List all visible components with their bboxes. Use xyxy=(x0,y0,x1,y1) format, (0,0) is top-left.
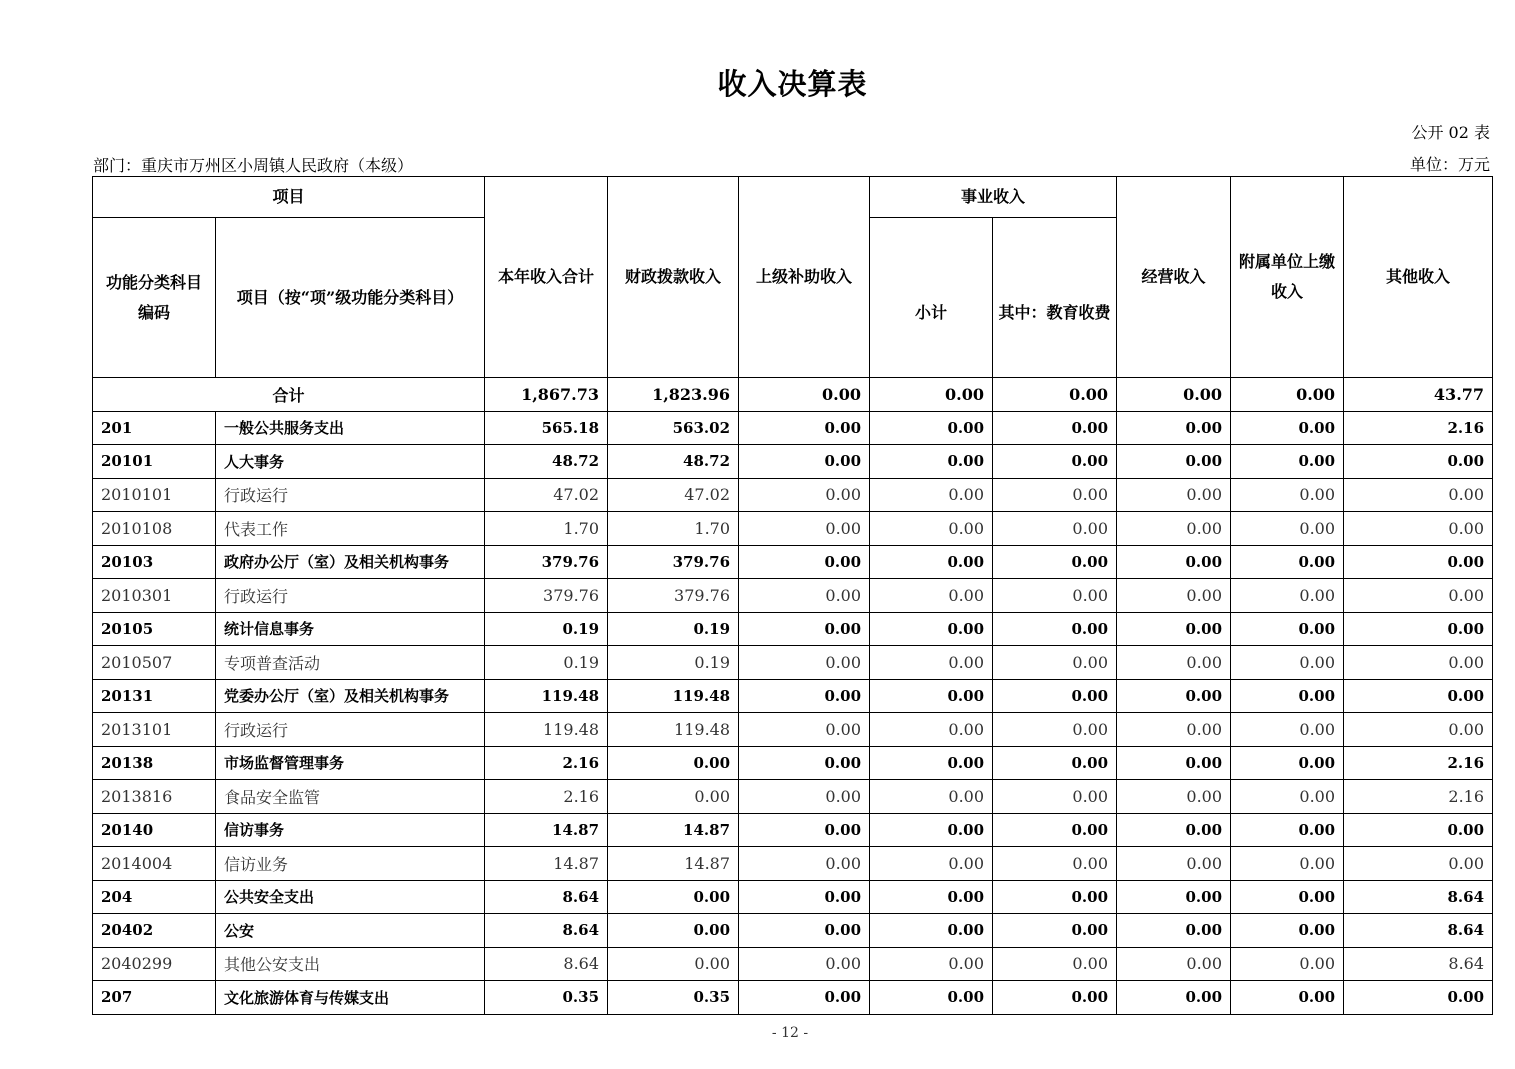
row-name: 党委办公厅（室）及相关机构事务 xyxy=(216,679,485,713)
unit-label: 单位：万元 xyxy=(1409,155,1490,174)
row-value: 0.00 xyxy=(870,646,993,680)
row-value: 14.87 xyxy=(608,847,739,881)
page-number: - 12 - xyxy=(771,1025,809,1041)
row-name: 其他公安支出 xyxy=(216,947,485,981)
row-value: 0.00 xyxy=(739,880,870,914)
table-row xyxy=(93,545,1493,579)
row-value: 565.18 xyxy=(485,411,608,445)
row-value: 0.00 xyxy=(1117,947,1231,981)
table-row xyxy=(93,914,1493,948)
row-value: 379.76 xyxy=(608,579,739,613)
row-value: 0.00 xyxy=(1344,612,1493,646)
row-code: 20131 xyxy=(93,679,216,713)
row-code: 204 xyxy=(93,880,216,914)
table-row xyxy=(93,746,1493,780)
row-value: 1.70 xyxy=(608,512,739,546)
row-name: 政府办公厅（室）及相关机构事务 xyxy=(216,545,485,579)
row-code: 2010101 xyxy=(93,478,216,512)
row-value: 0.00 xyxy=(739,813,870,847)
row-value: 0.19 xyxy=(485,646,608,680)
row-value: 0.00 xyxy=(993,679,1117,713)
row-value: 0.00 xyxy=(993,713,1117,747)
row-value: 2.16 xyxy=(1344,780,1493,814)
row-value: 0.00 xyxy=(993,545,1117,579)
row-name: 一般公共服务支出 xyxy=(216,411,485,445)
row-value: 47.02 xyxy=(608,478,739,512)
header-career-subtotal: 小计 xyxy=(870,218,993,378)
row-value: 119.48 xyxy=(485,679,608,713)
row-value: 0.00 xyxy=(608,780,739,814)
row-value: 8.64 xyxy=(485,947,608,981)
row-value: 0.00 xyxy=(993,612,1117,646)
row-code: 2014004 xyxy=(93,847,216,881)
header-affiliate: 附属单位上缴收入 xyxy=(1231,177,1344,378)
row-value: 8.64 xyxy=(485,914,608,948)
row-code: 2010301 xyxy=(93,579,216,613)
row-value: 0.00 xyxy=(993,478,1117,512)
row-value: 563.02 xyxy=(608,411,739,445)
row-value: 0.00 xyxy=(1231,478,1344,512)
row-value: 119.48 xyxy=(608,679,739,713)
row-value: 48.72 xyxy=(485,445,608,479)
table-row xyxy=(93,947,1493,981)
row-value: 0.00 xyxy=(870,478,993,512)
row-value: 379.76 xyxy=(485,545,608,579)
table-row xyxy=(93,579,1493,613)
page-title: 收入决算表 xyxy=(717,67,868,101)
row-value: 0.00 xyxy=(1344,478,1493,512)
row-value: 0.00 xyxy=(739,947,870,981)
row-value: 0.00 xyxy=(1117,780,1231,814)
row-value: 0.00 xyxy=(870,545,993,579)
row-value: 0.00 xyxy=(870,847,993,881)
row-value: 14.87 xyxy=(485,847,608,881)
row-value: 0.35 xyxy=(485,981,608,1015)
row-value: 0.00 xyxy=(1344,847,1493,881)
row-value: 0.00 xyxy=(739,478,870,512)
row-value: 0.00 xyxy=(739,847,870,881)
row-value: 0.00 xyxy=(870,411,993,445)
row-value: 0.00 xyxy=(870,612,993,646)
row-value: 0.00 xyxy=(1117,880,1231,914)
row-value: 119.48 xyxy=(485,713,608,747)
row-value: 0.00 xyxy=(1231,880,1344,914)
row-code: 2013816 xyxy=(93,780,216,814)
row-value: 0.00 xyxy=(870,445,993,479)
row-value: 119.48 xyxy=(608,713,739,747)
row-code: 20101 xyxy=(93,445,216,479)
row-code: 20105 xyxy=(93,612,216,646)
row-value: 379.76 xyxy=(608,545,739,579)
header-total: 本年收入合计 xyxy=(485,177,608,378)
row-value: 0.00 xyxy=(1117,411,1231,445)
table-row xyxy=(93,981,1493,1015)
row-value: 0.00 xyxy=(1344,545,1493,579)
row-value: 0.00 xyxy=(993,780,1117,814)
row-value: 0.00 xyxy=(1117,445,1231,479)
row-value: 0.00 xyxy=(1231,847,1344,881)
row-value: 0.00 xyxy=(1231,445,1344,479)
row-code: 20402 xyxy=(93,914,216,948)
row-value: 0.00 xyxy=(1117,646,1231,680)
row-value: 0.19 xyxy=(485,612,608,646)
row-value: 2.16 xyxy=(1344,411,1493,445)
total-label: 合计 xyxy=(93,378,485,412)
row-value: 0.00 xyxy=(1344,981,1493,1015)
row-code: 2010507 xyxy=(93,646,216,680)
row-value: 0.00 xyxy=(739,746,870,780)
row-value: 0.00 xyxy=(1117,545,1231,579)
row-value: 0.00 xyxy=(993,512,1117,546)
row-name: 行政运行 xyxy=(216,478,485,512)
row-name: 公共安全支出 xyxy=(216,880,485,914)
row-value: 0.00 xyxy=(1231,713,1344,747)
row-name: 人大事务 xyxy=(216,445,485,479)
row-value: 0.00 xyxy=(739,981,870,1015)
row-value: 0.00 xyxy=(993,411,1117,445)
row-value: 0.00 xyxy=(1231,981,1344,1015)
row-value: 0.00 xyxy=(993,981,1117,1015)
row-value: 0.00 xyxy=(739,612,870,646)
table-row xyxy=(93,478,1493,512)
header-career: 事业收入 xyxy=(870,177,1117,218)
row-value: 0.00 xyxy=(870,981,993,1015)
row-value: 0.00 xyxy=(608,947,739,981)
row-value: 14.87 xyxy=(485,813,608,847)
header-business: 经营收入 xyxy=(1117,177,1231,378)
row-value: 0.00 xyxy=(1117,813,1231,847)
row-value: 0.00 xyxy=(1344,813,1493,847)
row-value: 0.00 xyxy=(1344,646,1493,680)
row-value: 0.00 xyxy=(870,579,993,613)
row-value: 0.00 xyxy=(993,646,1117,680)
row-value: 0.00 xyxy=(993,813,1117,847)
row-value: 0.00 xyxy=(1231,411,1344,445)
income-final-accounts-table xyxy=(92,176,1493,1015)
row-name: 文化旅游体育与传媒支出 xyxy=(216,981,485,1015)
row-value: 379.76 xyxy=(485,579,608,613)
row-value: 0.00 xyxy=(1344,579,1493,613)
row-value: 1.70 xyxy=(485,512,608,546)
total-value: 0.00 xyxy=(1231,378,1344,412)
row-value: 8.64 xyxy=(1344,880,1493,914)
total-value: 43.77 xyxy=(1344,378,1493,412)
row-value: 14.87 xyxy=(608,813,739,847)
row-value: 0.00 xyxy=(870,780,993,814)
row-code: 2010108 xyxy=(93,512,216,546)
row-value: 0.00 xyxy=(993,880,1117,914)
row-value: 0.00 xyxy=(1117,512,1231,546)
row-value: 2.16 xyxy=(1344,746,1493,780)
row-value: 0.00 xyxy=(608,880,739,914)
row-name: 市场监督管理事务 xyxy=(216,746,485,780)
row-value: 2.16 xyxy=(485,746,608,780)
row-value: 0.00 xyxy=(870,512,993,546)
row-value: 0.00 xyxy=(993,445,1117,479)
header-fiscal: 财政拨款收入 xyxy=(608,177,739,378)
row-value: 0.00 xyxy=(870,914,993,948)
row-name: 行政运行 xyxy=(216,579,485,613)
row-value: 0.00 xyxy=(1231,545,1344,579)
row-code: 20138 xyxy=(93,746,216,780)
row-value: 0.00 xyxy=(993,914,1117,948)
row-value: 0.00 xyxy=(870,713,993,747)
row-code: 20103 xyxy=(93,545,216,579)
row-value: 0.00 xyxy=(1117,478,1231,512)
row-name: 行政运行 xyxy=(216,713,485,747)
table-row xyxy=(93,411,1493,445)
row-name: 信访业务 xyxy=(216,847,485,881)
row-value: 0.00 xyxy=(1231,947,1344,981)
table-row xyxy=(93,646,1493,680)
row-value: 0.19 xyxy=(608,646,739,680)
row-code: 201 xyxy=(93,411,216,445)
header-name: 项目（按“项”级功能分类科目） xyxy=(216,218,485,378)
row-value: 0.00 xyxy=(1117,981,1231,1015)
row-value: 0.00 xyxy=(870,947,993,981)
table-row xyxy=(93,880,1493,914)
row-value: 0.00 xyxy=(1117,679,1231,713)
row-code: 2013101 xyxy=(93,713,216,747)
header-career-edu: 其中：教育收费 xyxy=(993,218,1117,378)
row-name: 食品安全监管 xyxy=(216,780,485,814)
row-value: 0.00 xyxy=(993,947,1117,981)
header-project: 项目 xyxy=(93,177,485,218)
row-value: 0.00 xyxy=(1231,579,1344,613)
row-value: 0.00 xyxy=(739,713,870,747)
table-row xyxy=(93,847,1493,881)
row-value: 0.00 xyxy=(870,813,993,847)
row-value: 8.64 xyxy=(1344,947,1493,981)
row-value: 0.00 xyxy=(739,545,870,579)
row-value: 0.00 xyxy=(993,847,1117,881)
row-value: 0.00 xyxy=(1231,612,1344,646)
total-value: 0.00 xyxy=(739,378,870,412)
table-row xyxy=(93,612,1493,646)
row-value: 0.19 xyxy=(608,612,739,646)
total-value: 1,867.73 xyxy=(485,378,608,412)
row-value: 0.00 xyxy=(739,445,870,479)
row-name: 专项普查活动 xyxy=(216,646,485,680)
row-value: 0.00 xyxy=(1117,746,1231,780)
row-value: 0.00 xyxy=(739,646,870,680)
row-code: 207 xyxy=(93,981,216,1015)
row-value: 0.00 xyxy=(1231,746,1344,780)
row-value: 0.00 xyxy=(1344,713,1493,747)
table-row xyxy=(93,679,1493,713)
table-row xyxy=(93,780,1493,814)
total-value: 1,823.96 xyxy=(608,378,739,412)
department-label: 部门：重庆市万州区小周镇人民政府（本级） xyxy=(93,156,414,175)
row-value: 0.35 xyxy=(608,981,739,1015)
row-value: 2.16 xyxy=(485,780,608,814)
row-value: 0.00 xyxy=(870,746,993,780)
row-value: 0.00 xyxy=(870,880,993,914)
row-value: 0.00 xyxy=(739,780,870,814)
row-value: 8.64 xyxy=(485,880,608,914)
row-name: 代表工作 xyxy=(216,512,485,546)
row-value: 0.00 xyxy=(739,914,870,948)
row-value: 0.00 xyxy=(1231,512,1344,546)
total-value: 0.00 xyxy=(993,378,1117,412)
row-value: 0.00 xyxy=(1117,612,1231,646)
total-value: 0.00 xyxy=(1117,378,1231,412)
header-subsidy: 上级补助收入 xyxy=(739,177,870,378)
row-value: 0.00 xyxy=(739,679,870,713)
row-value: 0.00 xyxy=(993,579,1117,613)
row-value: 0.00 xyxy=(1344,679,1493,713)
form-number: 公开 02 表 xyxy=(1411,123,1490,142)
row-value: 0.00 xyxy=(608,746,739,780)
row-value: 0.00 xyxy=(1231,813,1344,847)
row-value: 48.72 xyxy=(608,445,739,479)
table-row xyxy=(93,512,1493,546)
row-value: 47.02 xyxy=(485,478,608,512)
row-name: 信访事务 xyxy=(216,813,485,847)
table-row xyxy=(93,713,1493,747)
row-value: 0.00 xyxy=(1344,445,1493,479)
header-code: 功能分类科目编码 xyxy=(93,218,216,378)
total-value: 0.00 xyxy=(870,378,993,412)
row-value: 0.00 xyxy=(608,914,739,948)
row-value: 8.64 xyxy=(1344,914,1493,948)
row-value: 0.00 xyxy=(993,746,1117,780)
header-other: 其他收入 xyxy=(1344,177,1493,378)
row-code: 20140 xyxy=(93,813,216,847)
row-value: 0.00 xyxy=(1117,579,1231,613)
table-row xyxy=(93,813,1493,847)
total-row xyxy=(93,378,1493,412)
row-value: 0.00 xyxy=(1344,512,1493,546)
table-row xyxy=(93,445,1493,479)
row-name: 统计信息事务 xyxy=(216,612,485,646)
row-value: 0.00 xyxy=(1231,646,1344,680)
row-value: 0.00 xyxy=(1117,847,1231,881)
row-value: 0.00 xyxy=(870,679,993,713)
row-value: 0.00 xyxy=(1117,914,1231,948)
row-value: 0.00 xyxy=(1231,679,1344,713)
row-value: 0.00 xyxy=(1231,914,1344,948)
row-value: 0.00 xyxy=(739,512,870,546)
row-value: 0.00 xyxy=(739,411,870,445)
row-value: 0.00 xyxy=(1231,780,1344,814)
row-value: 0.00 xyxy=(1117,713,1231,747)
row-value: 0.00 xyxy=(739,579,870,613)
row-name: 公安 xyxy=(216,914,485,948)
row-code: 2040299 xyxy=(93,947,216,981)
